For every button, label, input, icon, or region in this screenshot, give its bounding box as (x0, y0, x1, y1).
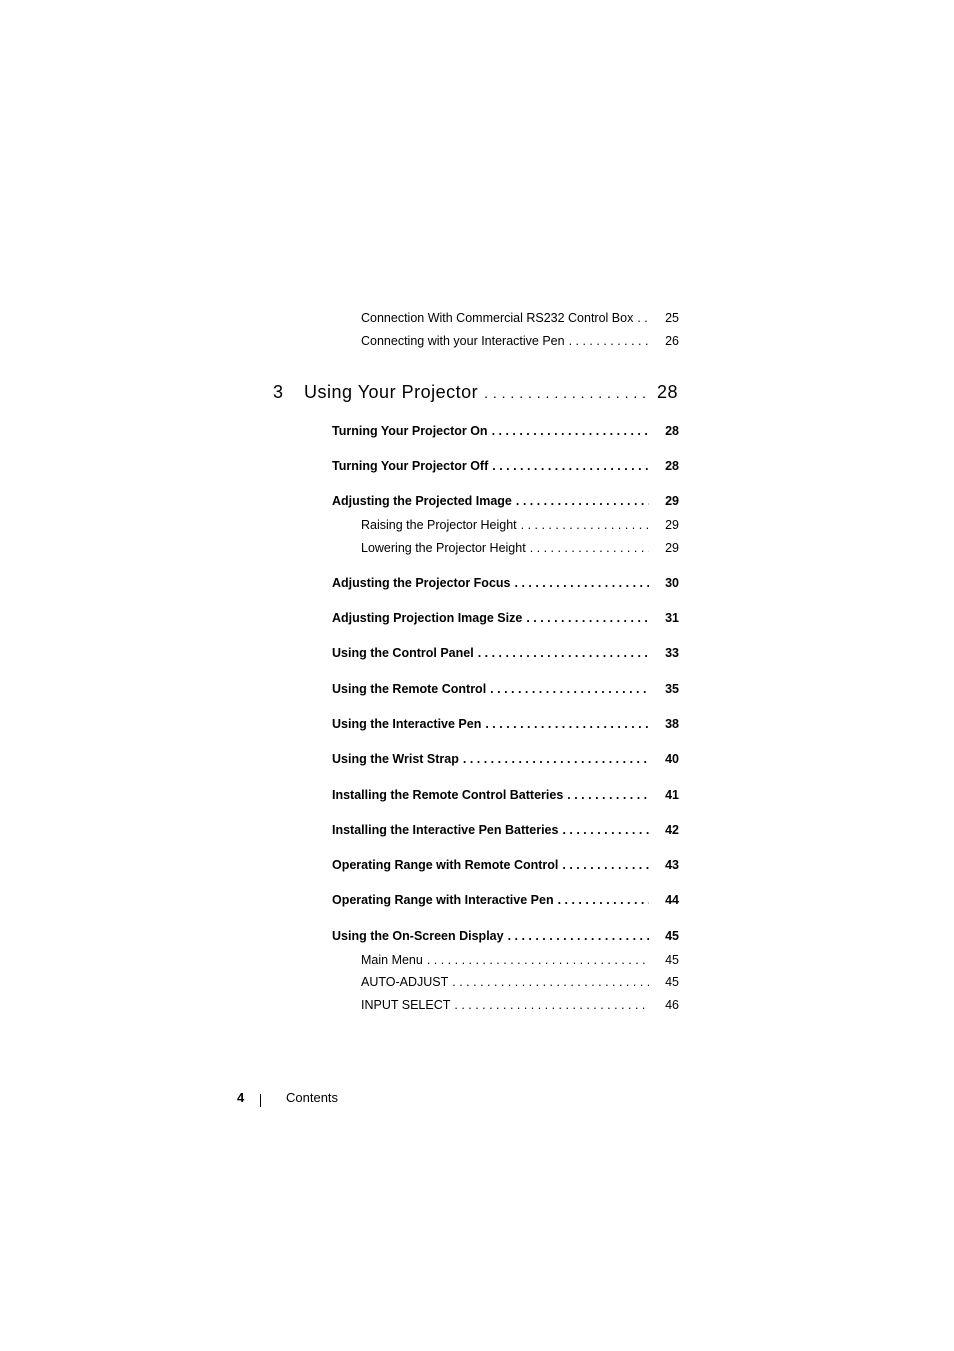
toc-entry-installing-remote-control-batteries[interactable] (332, 787, 679, 803)
toc-entry-page: 30 (665, 576, 679, 590)
toc-entry-connection-rs232-control-box[interactable] (361, 310, 679, 326)
toc-entry-title: Adjusting Projection Image Size (332, 611, 523, 625)
toc-entry-title: Lowering the Projector Height (361, 541, 526, 555)
toc-entry-page: 38 (665, 717, 679, 731)
dot-leader (530, 540, 649, 556)
chapter-number: 3 (273, 382, 284, 402)
toc-entry-installing-interactive-pen-batteries[interactable] (332, 822, 679, 838)
toc-entry-title: Adjusting the Projector Focus (332, 576, 511, 590)
toc-entry-page: 35 (665, 682, 679, 696)
toc-entry-operating-range-interactive-pen[interactable] (332, 892, 679, 908)
toc-entry-input-select[interactable] (361, 997, 679, 1013)
toc-entry-page: 26 (665, 334, 679, 348)
toc-entry-title: Using the Interactive Pen (332, 717, 482, 731)
toc-entry-page: 29 (665, 494, 679, 508)
footer-divider (260, 1094, 261, 1107)
dot-leader (427, 952, 649, 968)
dot-leader (454, 997, 649, 1013)
toc-entry-page: 45 (665, 929, 679, 943)
toc-entry-page: 40 (665, 752, 679, 766)
toc-entry-page: 29 (665, 541, 679, 555)
dot-leader (562, 822, 649, 838)
dot-leader (558, 892, 649, 908)
toc-entry-title: Installing the Remote Control Batteries (332, 788, 564, 802)
toc-entry-title: Operating Range with Remote Control (332, 858, 559, 872)
toc-entry-using-interactive-pen[interactable] (332, 716, 679, 732)
toc-entry-title: Using the Wrist Strap (332, 752, 459, 766)
toc-entry-title: Main Menu (361, 953, 423, 967)
toc-entry-page: 29 (665, 518, 679, 532)
toc-entry-title: Operating Range with Interactive Pen (332, 893, 554, 907)
chapter-title: Using Your Projector (304, 382, 479, 402)
toc-entry-page: 43 (665, 858, 679, 872)
toc-entry-turning-projector-off[interactable] (332, 458, 679, 474)
toc-entry-using-wrist-strap[interactable] (332, 751, 679, 767)
toc-entry-title: Turning Your Projector On (332, 424, 488, 438)
toc-entry-page: 33 (665, 646, 679, 660)
toc-entry-auto-adjust[interactable] (361, 974, 679, 990)
toc-entry-title: INPUT SELECT (361, 998, 451, 1012)
dot-leader (463, 751, 649, 767)
toc-entry-title: Adjusting the Projected Image (332, 494, 512, 508)
dot-leader (485, 716, 649, 732)
toc-entry-title: Raising the Projector Height (361, 518, 517, 532)
toc-entry-lowering-projector-height[interactable] (361, 540, 679, 556)
toc-entry-adjusting-projected-image[interactable] (332, 493, 679, 509)
toc-entry-page: 31 (665, 611, 679, 625)
dot-leader (569, 333, 649, 349)
dot-leader (490, 681, 649, 697)
toc-entry-page: 28 (665, 459, 679, 473)
dot-leader (508, 928, 649, 944)
dot-leader (492, 458, 649, 474)
dot-leader (484, 382, 650, 404)
toc-entry-title: Connection With Commercial RS232 Control Box (361, 311, 634, 325)
toc-entry-page: 41 (665, 788, 679, 802)
dot-leader (521, 517, 649, 533)
toc-entry-title: AUTO-ADJUST (361, 975, 449, 989)
dot-leader (478, 645, 649, 661)
toc-entry-page: 45 (665, 975, 679, 989)
dot-leader (567, 787, 649, 803)
toc-chapter-heading[interactable] (273, 381, 678, 404)
toc-entry-adjusting-projection-image-size[interactable] (332, 610, 679, 626)
toc-entry-using-control-panel[interactable] (332, 645, 679, 661)
toc-entry-page: 42 (665, 823, 679, 837)
dot-leader (526, 610, 649, 626)
dot-leader (515, 575, 650, 591)
toc-entry-using-on-screen-display[interactable] (332, 928, 679, 944)
toc-entry-raising-projector-height[interactable] (361, 517, 679, 533)
toc-entry-title: Using the Remote Control (332, 682, 487, 696)
dot-leader (492, 423, 649, 439)
toc-entry-title: Installing the Interactive Pen Batteries (332, 823, 559, 837)
dot-leader (637, 310, 649, 326)
chapter-page: 28 (656, 382, 678, 402)
dot-leader (562, 857, 649, 873)
toc-entry-main-menu[interactable] (361, 952, 679, 968)
toc-entry-title: Turning Your Projector Off (332, 459, 489, 473)
toc-entry-page: 46 (665, 998, 679, 1012)
dot-leader (452, 974, 649, 990)
toc-entry-page: 28 (665, 424, 679, 438)
toc-entry-page: 45 (665, 953, 679, 967)
toc-entry-turning-projector-on[interactable] (332, 423, 679, 439)
toc-entry-page: 44 (665, 893, 679, 907)
footer-section-label: Contents (286, 1090, 339, 1105)
toc-entry-page: 25 (665, 311, 679, 325)
footer-page-number: 4 (237, 1090, 245, 1105)
toc-entry-title: Connecting with your Interactive Pen (361, 334, 565, 348)
toc-entry-title: Using the Control Panel (332, 646, 474, 660)
toc-entry-operating-range-remote-control[interactable] (332, 857, 679, 873)
toc-entry-title: Using the On-Screen Display (332, 929, 504, 943)
toc-entry-connecting-interactive-pen[interactable] (361, 333, 679, 349)
dot-leader (516, 493, 649, 509)
toc-entry-using-remote-control[interactable] (332, 681, 679, 697)
toc-entry-adjusting-projector-focus[interactable] (332, 575, 679, 591)
